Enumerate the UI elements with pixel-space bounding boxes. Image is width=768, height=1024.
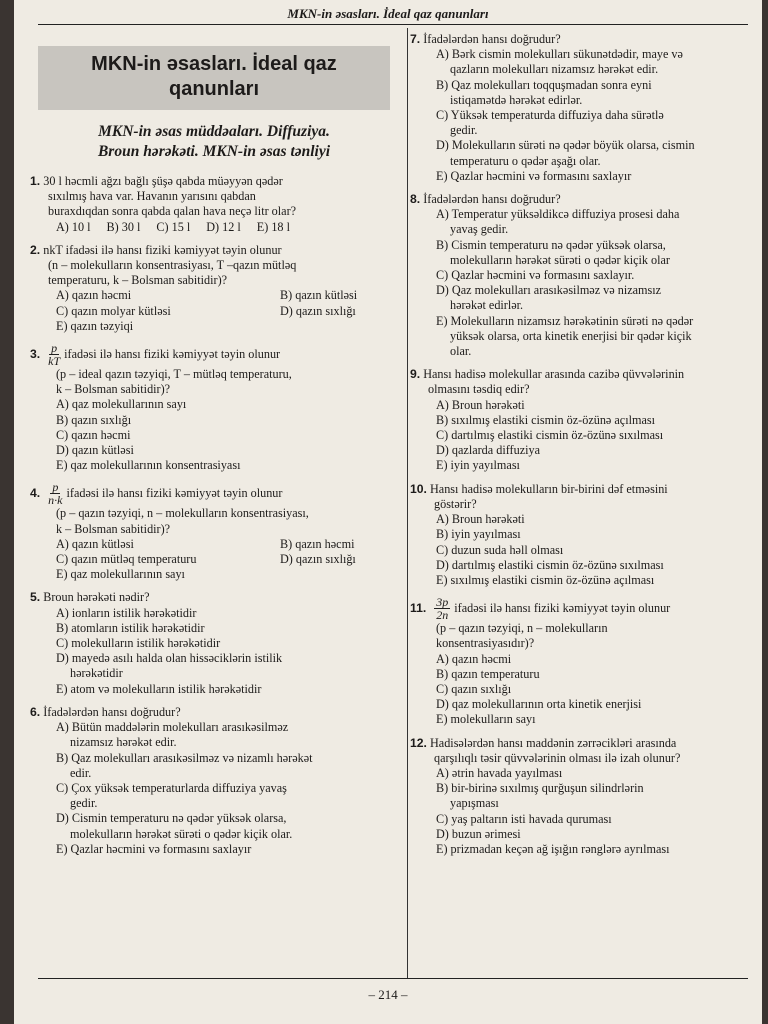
option-c: C) molekulların istilik hərəkətidir xyxy=(56,636,221,651)
option-a: A) ionların istilik hərəkətidir xyxy=(56,605,197,620)
fraction-denominator: 2n xyxy=(436,608,449,623)
fraction-numerator: 3p xyxy=(436,595,449,610)
option-e: E) iyin yayılması xyxy=(436,458,520,473)
section-subtitle xyxy=(30,122,398,162)
fraction-denominator: kT xyxy=(48,354,61,369)
option-d: D) 12 l xyxy=(206,219,241,234)
footer-rule xyxy=(38,978,748,979)
option-c: C) duzun suda həll olması xyxy=(436,542,564,557)
option-d-cont: hərəkətidir xyxy=(70,666,123,681)
formula-fraction xyxy=(48,342,60,367)
question-text: İfadələrdən hansı doğrudur? xyxy=(423,32,561,46)
option-a: A) Bərk cismin molekulları sükunətdədir, maye və xyxy=(436,47,683,62)
option-d-cont: hərəkət edirlər. xyxy=(450,298,524,313)
question-8 xyxy=(410,192,754,359)
section-title-box xyxy=(38,46,390,110)
question-text: ifadəsi ilə hansı fiziki kəmiyyət təyin olunur xyxy=(454,601,671,615)
question-number: 2. xyxy=(30,242,41,257)
question-number: 3. xyxy=(30,346,41,361)
question-number: 12. xyxy=(410,735,427,750)
option-b: B) bir-birinə sıxılmış qurğuşun silindrlərin xyxy=(436,781,644,796)
option-c: C) qazın həcmi xyxy=(56,427,131,442)
option-e: E) atom və molekulların istilik hərəkətidir xyxy=(56,681,262,696)
question-10 xyxy=(410,482,754,588)
option-d: D) qaz molekullarının orta kinetik enerjisi xyxy=(436,697,642,712)
question-text: (p – qazın təzyiqi, n – molekulların konsentrasiyası, xyxy=(56,506,309,521)
formula-fraction xyxy=(434,596,450,621)
left-column xyxy=(30,32,398,865)
question-text: (n – molekulların konsentrasiyası, T –qazın mütləq xyxy=(48,258,297,273)
running-header: MKN-in əsasları. İdeal qaz qanunları xyxy=(287,6,489,21)
question-number: 9. xyxy=(410,367,421,382)
question-3 xyxy=(30,342,398,473)
option-c-cont: gedir. xyxy=(450,123,478,138)
question-number: 8. xyxy=(410,192,421,207)
option-e: E) Qazlar həcmini və formasını saxlayır xyxy=(56,841,252,856)
option-d-cont: temperaturu o qədər aşağı olar. xyxy=(450,153,601,168)
question-number: 6. xyxy=(30,704,41,719)
option-b: B) sıxılmış elastiki cismin öz-özünə açılması xyxy=(436,412,655,427)
column-divider xyxy=(407,28,408,978)
option-b-cont: molekulların hərəkət sürəti o qədər kiçik olar xyxy=(450,252,670,267)
option-a: A) 10 l xyxy=(56,219,91,234)
section-title-line2: qanunları xyxy=(168,78,259,100)
fraction-numerator: p xyxy=(52,480,59,495)
option-c: C) qazın sıxlığı xyxy=(436,681,512,696)
option-b: B) iyin yayılması xyxy=(436,527,521,542)
option-a: A) qazın həcmi xyxy=(436,651,512,666)
option-e: E) 18 l xyxy=(256,219,290,234)
option-e: E) qazın təzyiqi xyxy=(56,318,134,333)
option-b-cont: edir. xyxy=(70,765,92,780)
option-e: E) Molekulların nizamsız hərəkətinin sürəti nə qədər xyxy=(436,313,694,328)
formula-fraction xyxy=(48,481,62,506)
question-5 xyxy=(30,590,398,696)
option-d: D) dartılmış elastiki cismin öz-özünə sıxılması xyxy=(436,557,664,572)
option-d: D) qazın sıxlığı xyxy=(280,303,356,318)
question-text: sıxılmış hava var. Havanın yarısını qabdan xyxy=(48,189,256,204)
fraction-denominator: n·k xyxy=(48,493,63,508)
question-text: k – Bolsman sabitidir)? xyxy=(56,382,171,397)
option-a: A) Broun hərəkəti xyxy=(436,512,525,527)
section-title-line1: MKN-in əsasları. İdeal qaz xyxy=(91,53,337,75)
question-number: 7. xyxy=(410,32,421,46)
option-d: D) Cismin temperaturu nə qədər yüksək olarsa, xyxy=(56,811,287,826)
question-text: Hadisələrdən hansı maddənin zərrəcikləri arasında xyxy=(430,735,677,750)
option-e: E) qaz molekullarının konsentrasiyası xyxy=(56,458,241,473)
option-c: C) qazın molyar kütləsi xyxy=(56,303,171,318)
question-text: temperaturu, k – Bolsman sabitidir)? xyxy=(48,273,228,288)
option-b: B) 30 l xyxy=(106,219,141,234)
textbook-page xyxy=(14,0,762,1024)
option-d: D) qazın kütləsi xyxy=(56,443,134,458)
option-d: D) buzun ərimesi xyxy=(436,826,521,841)
option-b-cont: istiqamətdə hərəkət edirlər. xyxy=(450,92,583,107)
question-7 xyxy=(410,32,754,184)
question-text: (p – ideal qazın təzyiqi, T – mütləq temperaturu, xyxy=(56,367,292,382)
question-9 xyxy=(410,367,754,473)
fraction-numerator: p xyxy=(51,341,58,356)
question-number: 4. xyxy=(30,486,41,501)
option-a-cont: qazların molekulları nizamsız hərəkət edir. xyxy=(450,62,659,77)
question-1 xyxy=(30,174,398,235)
option-c: C) yaş paltarın isti havada quruması xyxy=(436,811,612,826)
option-a: A) qazın həcmi xyxy=(56,288,132,303)
question-number: 1. xyxy=(30,174,41,188)
option-c: C) 15 l xyxy=(156,219,191,234)
question-number: 10. xyxy=(410,481,427,496)
option-d: D) mayedə asılı halda olan hissəciklərin istilik xyxy=(56,651,283,666)
option-b: B) qazın həcmi xyxy=(280,536,355,551)
question-text: k – Bolsman sabitidir)? xyxy=(56,521,171,536)
option-b: B) qazın kütləsi xyxy=(280,288,358,303)
option-row xyxy=(30,288,398,303)
option-d: D) qazın sıxlığı xyxy=(280,552,356,567)
option-c: C) Qazlar həcmini və formasını saxlayır. xyxy=(436,268,635,283)
answer-options xyxy=(30,220,398,235)
option-a: A) ətrin havada yayılması xyxy=(436,765,563,780)
option-e: E) prizmadan keçən ağ işığın rənglərə ayrılması xyxy=(436,841,670,856)
option-e: E) sıxılmış elastiki cismin öz-özünə açılması xyxy=(436,572,655,587)
option-b: B) Cismin temperaturu nə qədər yüksək olarsa, xyxy=(436,237,666,252)
page-number: – 214 – xyxy=(368,987,408,1002)
option-a: A) qazın kütləsi xyxy=(56,536,134,551)
question-12 xyxy=(410,736,754,858)
question-4 xyxy=(30,481,398,582)
question-text: 30 l həcmli ağzı bağlı şüşə qabda müəyyən qədər xyxy=(43,174,283,188)
option-a: A) qaz molekullarının sayı xyxy=(56,397,187,412)
question-text: Hansı hadisə molekulların bir-birini dəf etməsini xyxy=(430,481,668,496)
option-e: E) molekulların sayı xyxy=(436,712,536,727)
right-column xyxy=(410,32,754,865)
question-text: buraxdıqdan sonra qabda qalan hava neçə litr olar? xyxy=(48,204,297,219)
question-text: (p – qazın təzyiqi, n – molekulların xyxy=(436,621,608,636)
option-e-cont: olar. xyxy=(450,344,472,359)
question-11 xyxy=(410,596,754,727)
question-text: göstərir? xyxy=(434,496,477,511)
option-row xyxy=(30,552,398,567)
option-b: B) qazın temperaturu xyxy=(436,666,540,681)
option-row xyxy=(30,537,398,552)
question-text: olmasını təsdiq edir? xyxy=(428,382,530,397)
option-row xyxy=(30,304,398,319)
header-rule xyxy=(38,24,748,25)
option-e: E) Qazlar həcmini və formasını saxlayır xyxy=(436,168,632,183)
subtitle-line1: MKN-in əsas müddəaları. Diffuziya. xyxy=(98,123,330,140)
option-b: B) Qaz molekulları arasıkəsilməz və nizamlı hərəkət xyxy=(56,750,313,765)
question-text: ifadəsi ilə hansı fiziki kəmiyyət təyin olunur xyxy=(64,346,281,361)
option-c: C) qazın mütləq temperaturu xyxy=(56,552,197,567)
question-text: ifadəsi ilə hansı fiziki kəmiyyət təyin olunur xyxy=(66,486,283,501)
question-text: Broun hərəkəti nədir? xyxy=(43,590,150,605)
option-a: A) Bütün maddələrin molekulları arasıkəsilməz xyxy=(56,720,289,735)
option-c-cont: gedir. xyxy=(70,796,98,811)
option-b-cont: yapışması xyxy=(450,796,499,811)
option-e: E) qaz molekullarının sayı xyxy=(56,567,185,582)
option-b: B) Qaz molekulları toqquşmadan sonra eyni xyxy=(436,77,652,92)
option-b: B) qazın sıxlığı xyxy=(56,412,132,427)
option-d: D) Qaz molekulları arasıkəsilməz və nizamsız xyxy=(436,283,662,298)
option-a-cont: yavaş gedir. xyxy=(450,222,509,237)
question-text: Hansı hadisə molekullar arasında cazibə qüvvələrinin xyxy=(423,367,685,382)
question-text: qarşılıqlı təsir qüvvələrinin olması ilə izah olunur? xyxy=(434,750,681,765)
option-a: A) Temperatur yüksəldikcə diffuziya prosesi daha xyxy=(436,207,680,222)
question-text: nkT ifadəsi ilə hansı fiziki kəmiyyət təyin olunur xyxy=(43,242,282,257)
question-text: İfadələrdən hansı doğrudur? xyxy=(423,192,561,207)
option-c: C) dartılmış elastiki cismin öz-özünə sıxılması xyxy=(436,428,664,443)
question-number: 11. xyxy=(410,601,427,615)
option-c: C) Yüksək temperaturda diffuziya daha sürətlə xyxy=(436,108,664,123)
question-text: konsentrasiyasıdır)? xyxy=(436,636,535,651)
option-e-cont: yüksək olarsa, orta kinetik enerjisi bir qədər kiçik xyxy=(450,328,692,343)
option-b: B) atomların istilik hərəkətidir xyxy=(56,620,205,635)
option-d-cont: molekulların hərəkət sürəti o qədər kiçik olar. xyxy=(70,826,293,841)
option-a-cont: nizamsız hərəkət edir. xyxy=(70,735,177,750)
subtitle-line2: Broun hərəkəti. MKN-in əsas tənliyi xyxy=(97,143,331,160)
question-text: İfadələrdən hansı doğrudur? xyxy=(43,704,181,719)
option-c: C) Çox yüksək temperaturlarda diffuziya yavaş xyxy=(56,780,287,795)
option-d: D) Molekulların sürəti nə qədər böyük olarsa, cismin xyxy=(436,138,695,153)
question-2 xyxy=(30,243,398,334)
option-a: A) Broun hərəkəti xyxy=(436,397,525,412)
option-d: D) qazlarda diffuziya xyxy=(436,443,540,458)
question-number: 5. xyxy=(30,590,41,605)
question-6 xyxy=(30,705,398,857)
